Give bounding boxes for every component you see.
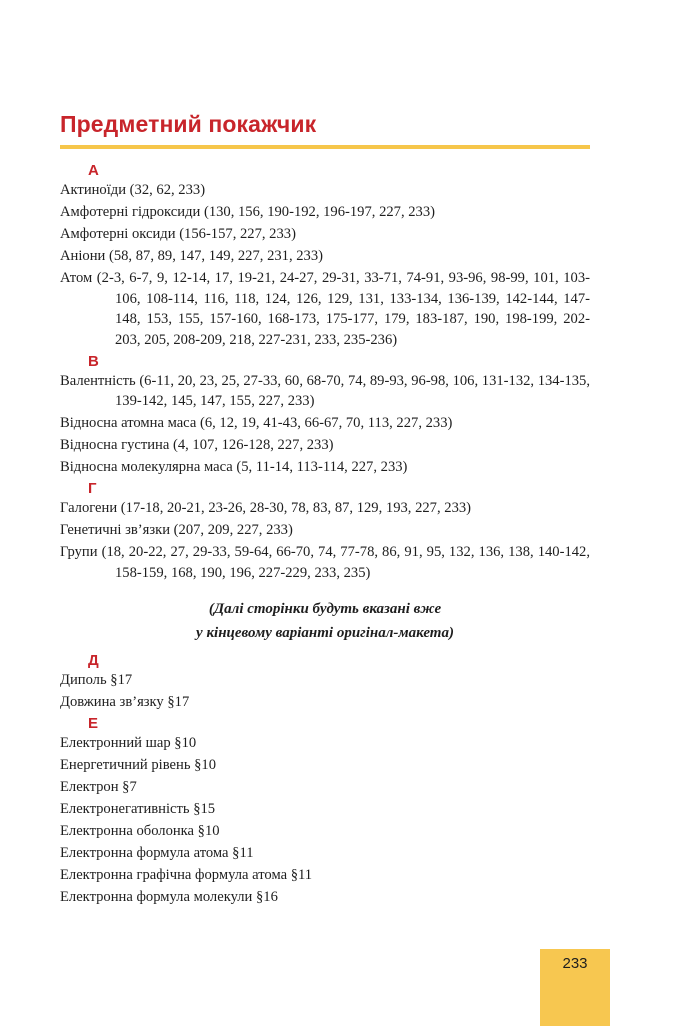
index-entry: Аніони (58, 87, 89, 147, 149, 227, 231, 233) (60, 248, 324, 264)
index-entry: Електронна формула атома §11 (60, 845, 254, 861)
index-entry: Галогени (17-18, 20-21, 23-26, 28-30, 78, 83, 87, 129, 193, 227, 233) (60, 500, 472, 516)
index-entry: Відносна молекулярна маса (5, 11-14, 113-114, 227, 233) (60, 459, 408, 475)
index-entry: Атом (2-3, 6-7, 9, 12-14, 17, 19-21, 24-27, 29-31, 33-71, 74-91, 93-96, 98-99, 101, 103-106, 108-114, 116, 118, 124, 126, 129, 131, 133-134, 136-139, 142-144, 147-148, 153, 155, 157-160, 168-173, 175-177, 179, 183-187, 190, 198-199, 202-203, 205, 208-209, 218, 227-231, 233, 235-236) (60, 270, 590, 348)
index-entry: Актиноїди (32, 62, 233) (60, 182, 206, 198)
index-entry: Генетичні зв’язки (207, 209, 227, 233) (60, 522, 293, 538)
title-underline (60, 145, 590, 149)
index-entry: Відносна густина (4, 107, 126-128, 227, 233) (60, 437, 334, 453)
index-entry: Амфотерні гідроксиди (130, 156, 190-192, 196-197, 227, 233) (60, 204, 436, 220)
section-letter-a: А (88, 162, 99, 179)
editorial-note-line: (Далі сторінки будуть вказані вже (208, 601, 442, 617)
index-entry: Диполь §17 (60, 672, 133, 688)
section-letter-v: В (88, 352, 99, 370)
editorial-note-line: у кінцевому варіанті оригінал-макета) (196, 625, 454, 641)
index-entry: Електронна формула молекули §16 (60, 889, 278, 905)
index-entry: Амфотерні оксиди (156-157, 227, 233) (60, 226, 296, 242)
index-entry: Відносна атомна маса (6, 12, 19, 41-43, 66-67, 70, 113, 227, 233) (60, 415, 453, 431)
section-letter-h: Г (88, 480, 97, 497)
index-entry: Електронегативність §15 (60, 801, 216, 817)
subject-index (60, 161, 590, 909)
editorial-note (60, 597, 590, 645)
index-entry: Електронна графічна формула атома §11 (60, 867, 313, 883)
section-letter-d: Д (88, 652, 99, 669)
index-entry: Довжина зв’язку §17 (60, 694, 190, 710)
index-entry: Валентність (6-11, 20, 23, 25, 27-33, 60, 68-70, 74, 89-93, 96-98, 106, 131-132, 134-135, 139-142, 145, 147, 155, 227, 233) (60, 372, 590, 409)
page-number: 233 (562, 955, 588, 972)
section-letter-e: Е (88, 715, 99, 732)
index-entry: Енергетичний рівень §10 (60, 757, 217, 773)
index-entry: Електронна оболонка §10 (60, 823, 220, 839)
page-title: Предметний покажчик (60, 111, 317, 137)
index-entry: Групи (18, 20-22, 27, 29-33, 59-64, 66-70, 74, 77-78, 86, 91, 95, 132, 136, 138, 140-142, 158-159, 168, 190, 196, 227-229, 233, 235) (60, 544, 590, 581)
page-number-tab (540, 949, 610, 1026)
index-entry: Електрон §7 (60, 779, 137, 795)
index-entry: Електронний шар §10 (60, 735, 197, 751)
